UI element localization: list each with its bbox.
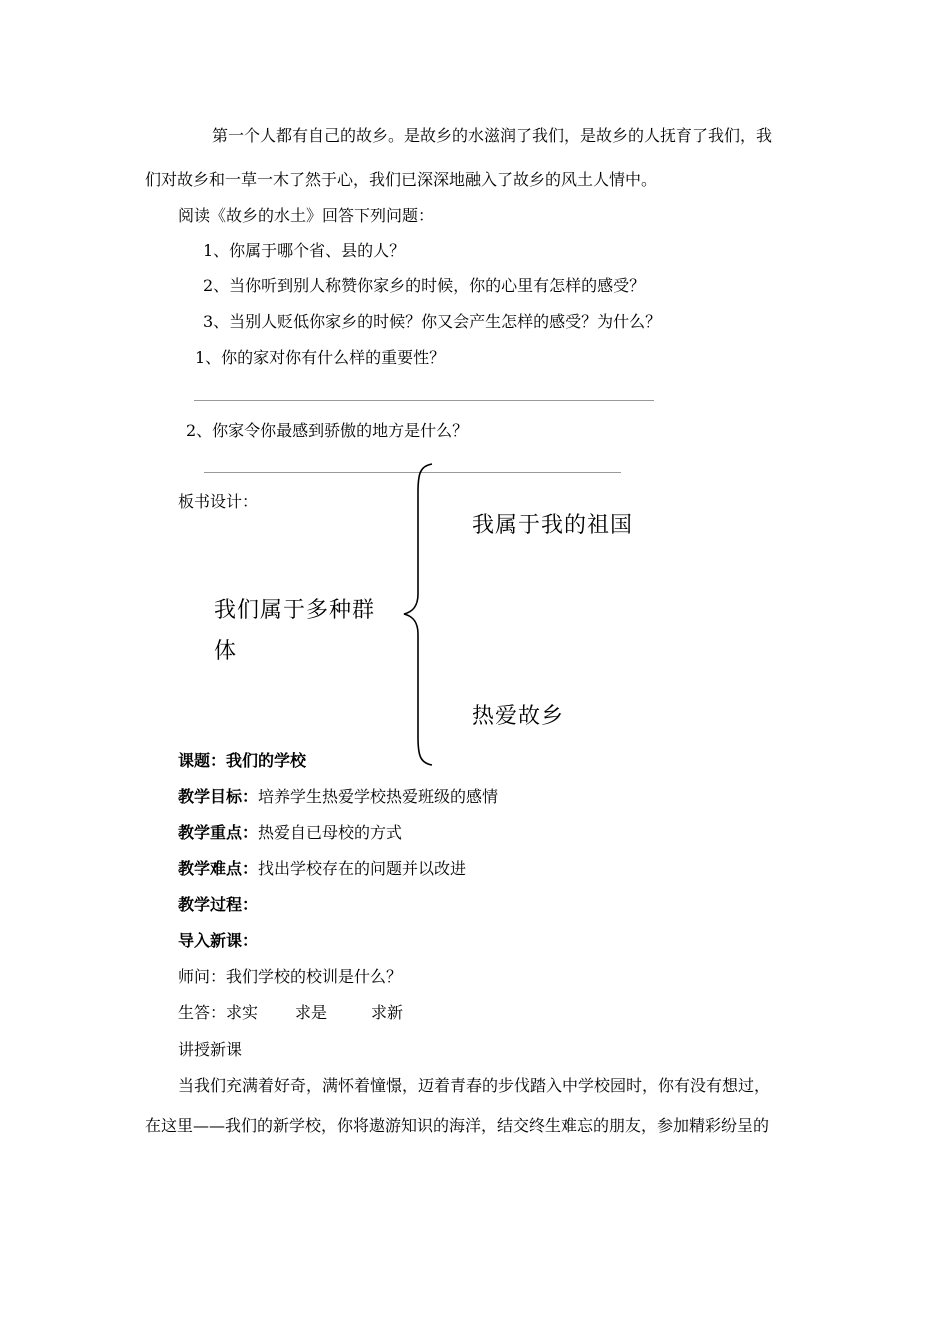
teaching-process-label: 教学过程：	[178, 895, 259, 914]
lesson-paragraph-line-2: 在这里——我们的新学校，你将遨游知识的海洋，结交终生难忘的朋友，参加精彩纷呈的	[145, 1116, 770, 1135]
teaching-difficulty-row	[178, 859, 466, 879]
intro-paragraph-line-1: 第一个人都有自己的故乡。是故乡的水滋润了我们，是故乡的人抚育了我们，我	[212, 126, 773, 145]
curly-brace-icon	[396, 462, 436, 767]
board-heading: 板书设计：	[178, 492, 259, 511]
exercise-2: 2、你家令你最感到骄傲的地方是什么？	[186, 421, 469, 440]
student-answer-1: 生答：求实	[178, 1003, 259, 1022]
teacher-question: 师问：我们学校的校训是什么？	[178, 967, 403, 986]
answer-line-1	[194, 400, 654, 401]
question-1: 1、你属于哪个省、县的人？	[203, 241, 406, 260]
teaching-goal-label: 教学目标：	[178, 787, 259, 806]
student-answer-2: 求是	[295, 1003, 328, 1022]
teaching-goal-row	[178, 787, 498, 807]
board-main-line-2: 体	[214, 639, 238, 664]
lesson-paragraph-line-1: 当我们充满着好奇，满怀着憧憬，迈着青春的步伐踏入中学校园时，你有没有想过，	[178, 1076, 771, 1095]
teaching-difficulty-text: 找出学校存在的问题并以改进	[258, 859, 467, 878]
question-3: 3、当别人贬低你家乡的时候？你又会产生怎样的感受？为什么？	[203, 312, 662, 331]
board-main-line-1: 我们属于多种群	[214, 598, 376, 623]
new-lesson-heading: 讲授新课	[178, 1040, 243, 1059]
intro-new-lesson-label: 导入新课：	[178, 931, 259, 950]
teaching-goal-text: 培养学生热爱学校热爱班级的感情	[258, 787, 499, 806]
teaching-focus-label: 教学重点：	[178, 823, 259, 842]
exercise-1: 1、你的家对你有什么样的重要性？	[195, 348, 446, 367]
read-prompt: 阅读《故乡的水土》回答下列问题：	[178, 206, 435, 225]
intro-paragraph-line-2: 们对故乡和一草一木了然于心，我们已深深地融入了故乡的风土人情中。	[145, 170, 658, 189]
teaching-focus-text: 热爱自已母校的方式	[258, 823, 403, 842]
question-2: 2、当你听到别人称赞你家乡的时候，你的心里有怎样的感受？	[203, 276, 646, 295]
teaching-difficulty-label: 教学难点：	[178, 859, 259, 878]
teaching-focus-row	[178, 823, 402, 843]
board-branch-top: 我属于我的祖国	[472, 513, 634, 538]
board-branch-bottom: 热爱故乡	[472, 704, 565, 729]
lesson-title: 课题：我们的学校	[178, 751, 307, 770]
student-answer-3: 求新	[371, 1003, 404, 1022]
